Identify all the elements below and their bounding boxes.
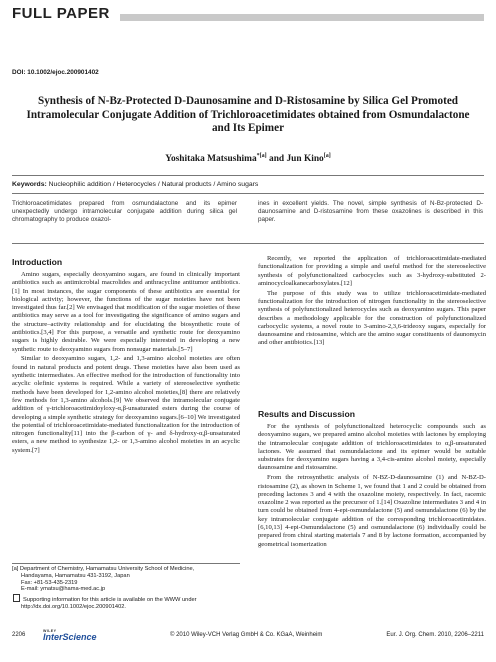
right-paragraph-1: Recently, we reported the application of trichloroacetimidate-mediated functionalization for providing a simple and useful method for the stereoselective synthesis of polyfunctionalized carbocycles such as 3-hydroxy-substituted 2-aminocycloalkanecarboxylates.[12]: [258, 255, 486, 287]
journal-citation: Eur. J. Org. Chem. 2010, 2206–2211: [386, 632, 484, 638]
page-number: 2206: [12, 632, 26, 638]
keywords-text: Nucleophilic addition / Heterocycles / Natural products / Amino sugars: [46, 181, 259, 188]
author-2-affil: [a]: [323, 153, 331, 159]
doi[interactable]: DOI: 10.1002/ejoc.200901402: [12, 69, 99, 76]
author-1-affil: *[a]: [256, 153, 267, 159]
supporting-info-text[interactable]: Supporting information for this article is available on the WWW under http://dx.doi.org/10.1002/ejoc.200901402.: [21, 597, 197, 610]
results-heading: Results and Discussion: [258, 409, 355, 419]
results-paragraph-1: For the synthesis of polyfunctionalized heterocyclic compounds such as deoxyamino sugars, we prepared amino alcohol moieties with lactones by employing the intramolecular conjugate addition of trichloroacetimidates to α,β-unsaturated lactones. We assumed that osmundalactone and its epimer would be suitable substrates for deoxyamino sugars having a 3,4-cis-amino alcohol moiety, especially daunosamine and ristosamine.: [258, 423, 486, 472]
results-paragraph-2: From the retrosynthetic analysis of N-BZ-D-daunosamine (1) and N-BZ-D-ristosamine (2), as shown in Scheme 1, we found that 1 and 2 could be obtained from preceding lactones 3 and 4 with the oxazoline moiety, respectively. In fact, racemic oxazoline 2 was reported as the precursor of 1.[14] Oxazoline intermediates 3 and 4 in turn could be obtained from 4-epi-osmundalactone (5) and osmundalactone (6) by the key intramolecular conjugate addition of the corresponding trichloroacetimidates.[6,10,13] 4-epi-Osmundalactone (5) and osmundalactone (6) individually could be prepared from chiral starting materials 7 and 8 by lactone formation, accompanied by geometrical isomerization: [258, 474, 486, 548]
intro-paragraph-1: Amino sugars, especially deoxyamino sugars, are found in clinically important antibiotics such as antimicrobial macrolides and anthracycline antitumor antibiotics.[1] In most instances, the sugar components of these antibiotics are essential for biological activity; however, the functions of the sugar moieties have not been investigated thus far.[2] We envisaged that modification of the sugar moieties of these antibiotics may serve as a tool for investigating the significance of amino sugars and the structure–activity relationship and for elucidating the biosynthetic route of antibiotics.[3,4] For this purpose, a versatile and synthetic route for deoxyamino sugars is highly desirable. We were especially interested in developing a new synthetic route to deoxyamino sugars from nonsugar materials.[5–7]: [12, 271, 240, 353]
interscience-logo: [42, 629, 98, 643]
affiliation-line-1: [a] Department of Chemistry, Hamamatsu University School of Medicine,: [12, 566, 195, 572]
email[interactable]: E-mail: ymatsu@hama-med.ac.jp: [21, 586, 106, 593]
author-joiner: and: [266, 154, 287, 165]
page-footer: [12, 629, 484, 645]
author-line: [20, 153, 476, 164]
affiliation-line-2: Handayama, Hamamatsu 431-3192, Japan: [21, 572, 130, 579]
intro-column: [12, 271, 240, 457]
right-column: [258, 255, 486, 349]
footnotes: [12, 566, 240, 611]
rule-top: [12, 175, 484, 176]
results-column: [258, 423, 486, 550]
supporting-info: [12, 594, 240, 611]
abstract-right-text: ines in excellent yields. The novel, simple synthesis of N-Bz-protected D-daunosamine and D-ristosamine from these oxazolines is described in this paper.: [258, 200, 483, 224]
keywords-label: Keywords:: [12, 181, 47, 188]
abstract-left-text: Trichloroacetimidates prepared from osmundalactone and its epimer unexpectedly undergo intramolecular conjugate addition during silica gel chromatography to produce oxazol-: [12, 200, 237, 224]
header-bar: [120, 14, 484, 21]
right-paragraph-2: The purpose of this study was to utilize trichloroacetimidate-mediated functionalization for the introduction of nitrogen functionality in the stereoselective synthesis of polyfunctionalized heterocycles such as deoxyamino sugars. This paper describes a methodology applicable for the construction of polyfunctionalized carbocyclic systems, a novel route to 3-amino-2,3,6-trideoxy sugars, especially for daunosamine and ristosamine, which are the amino sugar constituents of daunomycin and other antibiotics.[13]: [258, 289, 486, 347]
author-2: Jun Kino: [286, 154, 324, 165]
abstract-left: [12, 200, 237, 225]
logo-name: InterScience: [43, 632, 97, 642]
abstract-right: [258, 200, 483, 225]
section-label: FULL PAPER: [12, 5, 110, 22]
copyright: © 2010 Wiley-VCH Verlag GmbH & Co. KGaA, Weinheim: [170, 632, 323, 638]
footnote-rule: [12, 563, 240, 564]
fax: Fax: +81-53-435-2319: [21, 579, 78, 586]
logo-publisher: WILEY: [43, 629, 57, 633]
rule-abstract: [12, 243, 484, 244]
keywords: [12, 181, 258, 188]
section-header: [12, 5, 484, 27]
intro-paragraph-2: Similar to deoxyamino sugars, 1,2- and 1,3-amino alcohol moieties are often found in natural products and potent drugs. These moieties have also been used as synthetic intermediates. An effective method for the introduction of functionality into acyclic olefinic systems is required. While a variety of stereoselective synthetic methods have been developed for 1,2-amino alcohol moieties,[8] there are relatively few methods for 1,3-amino alcohols.[9] We observed the intramolecular conjugate addition of γ-trichloroacetimidoyloxy-α,β-unsaturated esters during the course of developing a simple synthetic strategy for deoxyamino sugars.[6–10] We investigated the potential of trichloroacetimidate-mediated functionalization for the introduction of nitrogen functionality[11] into the β-carbon of γ- and δ-hydroxy-α,β-unsaturated esters, a new method to synthesize 1,2- or 1,3-amino alcohol moieties in an acyclic system.[7]: [12, 355, 240, 454]
document-icon: [13, 594, 20, 602]
author-1: Yoshitaka Matsushima: [165, 154, 257, 165]
rule-bottom: [12, 193, 484, 194]
article-title: Synthesis of N-Bz-Protected D-Daunosamine and D-Ristosamine by Silica Gel Promoted Intramolecular Conjugate Addition of Trichloroacetimidates obtained from Osmundalactone and Its Epimer: [26, 95, 470, 134]
intro-heading: Introduction: [12, 257, 63, 267]
